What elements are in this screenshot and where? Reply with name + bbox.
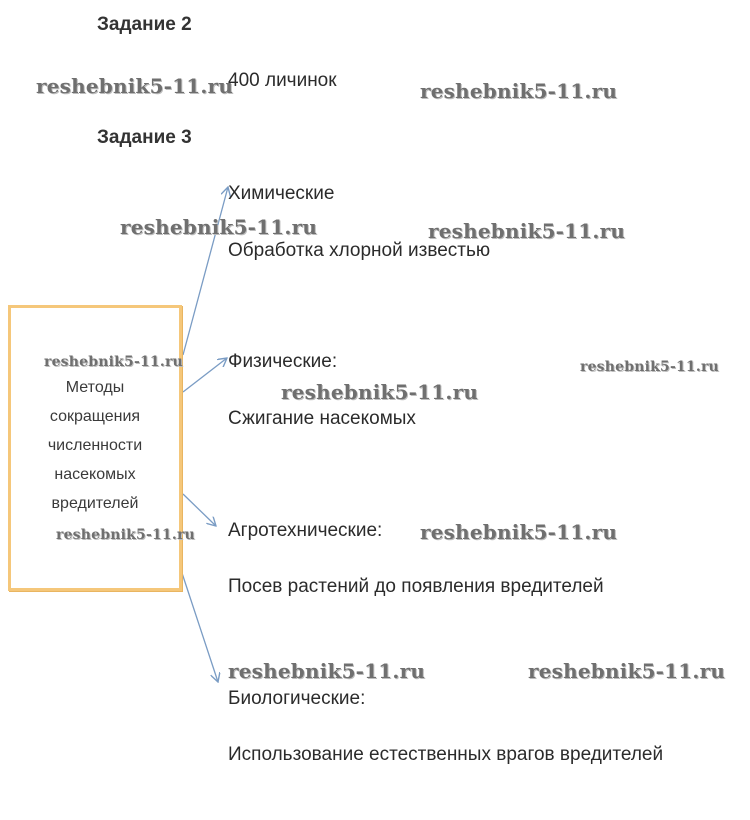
- method-biological-detail: Использование естественных врагов вредителей: [228, 744, 664, 765]
- arrow-to-chemical: [183, 187, 228, 355]
- arrow-to-biological: [181, 570, 218, 682]
- method-biological-title: Биологические:: [228, 688, 366, 709]
- method-agrotechnical-title: Агротехнические:: [228, 520, 383, 541]
- watermark: reshebnik5-11.ru: [420, 79, 618, 103]
- methods-box-line: сокращения: [49, 408, 141, 425]
- watermark: reshebnik5-11.ru: [120, 215, 318, 239]
- watermark: reshebnik5-11.ru: [44, 354, 183, 370]
- task2-heading: Задание 2: [97, 14, 192, 35]
- methods-box-line: вредителей: [51, 495, 139, 512]
- watermark: reshebnik5-11.ru: [580, 359, 719, 375]
- watermark: reshebnik5-11.ru: [428, 219, 626, 243]
- task2-answer: 400 личинок: [228, 70, 337, 91]
- method-physical-detail: Сжигание насекомых: [228, 408, 416, 429]
- methods-box-line: Методы: [65, 379, 125, 396]
- methods-box-line: насекомых: [54, 466, 136, 483]
- task3-heading: Задание 3: [97, 127, 192, 148]
- watermark: reshebnik5-11.ru: [56, 527, 195, 543]
- watermark: reshebnik5-11.ru: [420, 520, 618, 544]
- methods-box-line: численности: [47, 437, 143, 454]
- watermark: reshebnik5-11.ru: [228, 659, 426, 683]
- method-chemical-detail: Обработка хлорной известью: [228, 240, 491, 261]
- method-agrotechnical-detail: Посев растений до появления вредителей: [228, 576, 604, 597]
- method-chemical-title: Химические: [228, 183, 335, 204]
- watermark: reshebnik5-11.ru: [36, 74, 234, 98]
- watermark: reshebnik5-11.ru: [528, 659, 726, 683]
- methods-box-label: [10, 373, 180, 518]
- arrow-to-physical: [183, 358, 227, 392]
- watermark: reshebnik5-11.ru: [281, 380, 479, 404]
- arrow-to-agrotechnical: [183, 494, 216, 526]
- method-physical-title: Физические:: [228, 351, 338, 372]
